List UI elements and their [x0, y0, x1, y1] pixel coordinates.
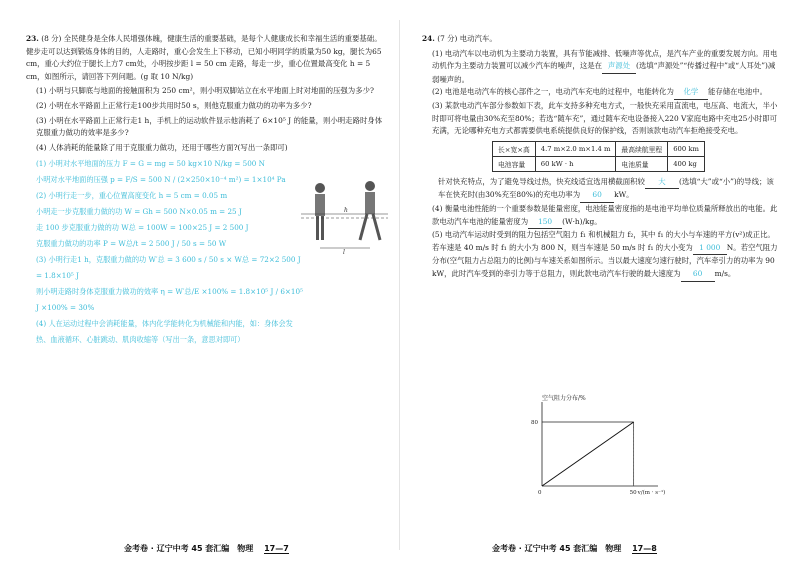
- answer-line: 克服重力做功的功率 P = W总/t = 2 500 J / 50 s = 50 W: [36, 239, 227, 249]
- part-1: (1) 电动汽车以电动机为主要动力装置，具有节能减排、低噪声等优点，是汽车产业的重要发展方向。用电动机作为主要动力装置可以减少汽车的噪声，这是在 声源处 (选填“声源处”“传播过程中”或“人耳处”)减弱噪声的。: [432, 48, 778, 84]
- footer-right: [492, 543, 657, 554]
- label-l: l: [343, 249, 345, 254]
- part-2: (2) 电池是电动汽车的核心部件之一，电动汽车充电的过程中，电能转化为 化学 能存储在电池中。: [422, 86, 778, 100]
- sub-question-4: (4) 人体消耗的能量除了用于克服重力做功，还用于哪些方面?(写出一条即可): [36, 142, 288, 152]
- table-cell: 电池容量: [493, 156, 536, 171]
- answer-line: 则小明走路时身体克服重力做功的效率 η = W′总/E ×100% = 1.8×10⁵ J / 6×10⁵ J ×100% = 30%: [36, 287, 303, 313]
- table-cell: 最高续航里程: [616, 141, 668, 156]
- question-stem: (7 分) 电动汽车。: [437, 34, 497, 43]
- parameter-table: [492, 141, 705, 172]
- footer-book-title: 金考卷 · 辽宁中考 45 套汇编 物理: [492, 544, 622, 553]
- air-resistance-chart: [520, 392, 680, 502]
- answer-line: 小明走一步克服重力做的功 W = Gh = 500 N×0.05 m = 25 J: [36, 207, 242, 217]
- x-axis-label: v/(m · s⁻¹): [637, 490, 666, 496]
- chart-title: 空气阻力分布/%: [542, 395, 586, 402]
- answer-line: 走 100 步克服重力做的功 W总 = 100W = 100×25 J = 2 500 J: [36, 223, 249, 233]
- footer-left: [124, 543, 289, 554]
- page-number: 17—8: [632, 544, 657, 553]
- answer-blank: 60: [580, 189, 614, 203]
- answer-blank: 大: [645, 176, 679, 190]
- table-row: [493, 156, 705, 171]
- table-cell: 电池质量: [616, 156, 668, 171]
- answer-blank: 声源处: [602, 60, 636, 74]
- sub-question-1: (1) 小明与只脚底与地面的接触面积为 250 cm²，则小明双脚站立在水平地面上时对地面的压强为多少?: [36, 86, 374, 96]
- table-cell: 60 kW · h: [535, 156, 616, 171]
- answer-blank: 1 000: [693, 242, 727, 256]
- footer-book-title: 金考卷 · 辽宁中考 45 套汇编 物理: [124, 544, 254, 553]
- part-4: (4) 衡量电池性能的一个重要参数是能量密度，电池能量密度指的是电池平均单位质量所释放出的电能。此款电动汽车电池的能量密度为 150 (W·h)/kg。: [422, 203, 778, 229]
- sub-question-2: (2) 小明在水平路面上正常行走100步共用时50 s，则他克服重力做功的功率为多少?: [36, 100, 312, 110]
- series-line: [542, 422, 634, 486]
- question-number: 23.: [26, 34, 39, 43]
- question-24: [422, 33, 778, 46]
- question-23: [26, 33, 386, 83]
- answer-line: 小明对水平地面的压强 p = F/S = 500 N / (2×250×10⁻⁴ m²) = 1×10⁴ Pa: [36, 175, 286, 185]
- table-row: [493, 141, 705, 156]
- answer-line: (1) 小明对水平地面的压力 F = G = mg = 50 kg×10 N/kg = 500 N: [36, 159, 265, 169]
- table-cell: 长×宽×高: [493, 141, 536, 156]
- answer-line: (2) 小明行走一步，重心位置高度变化 h = 5 cm = 0.05 m: [36, 191, 228, 201]
- question-number: 24.: [422, 34, 435, 43]
- answer-blank: 化学: [674, 86, 708, 100]
- y-tick-label: 80: [531, 420, 538, 426]
- sub-question-3: (3) 小明在水平路面上正常行走1 h，手机上的运动软件显示他消耗了 6×10⁵ J 的能量，则小明走路时身体克服重力做功的效率是多少?: [36, 115, 383, 138]
- part-5: (5) 电动汽车运动时受到的阻力包括空气阻力 f₁ 和机械阻力 f₂，其中 f₁ 的大小与车速的平方(v²)成正比。若车速是 40 m/s 时 f₁ 的大小为 800 N，则当车速是 50 m/s 时 f₁ 的大小变为 1 000 N。若空气阻力分布(空气阻力占总阻力的比例)与车速关系如图所示。当以最大速度匀速行驶时，汽车牵引力的功率为 90 kW，此时汽车受到的牵引力等于总阻力，则此款电动汽车行驶的最大速度为 60 m/s。: [422, 229, 778, 281]
- walking-person-figure: [296, 178, 392, 254]
- answer-line: (3) 小明行走1 h，克服重力做的功 W′总 = 3 600 s / 50 s × W总 = 72×2 500 J = 1.8×10⁵ J: [36, 255, 301, 281]
- answer-line: (4) 人在运动过程中会消耗能量，体内化学能转化为机械能和内能，如：身体会发热、血液循环、心脏跳动、肌肉收缩等（写出一条，意思对即可）: [36, 319, 293, 345]
- x-tick-label: 50: [629, 490, 637, 496]
- x-tick-label: 0: [538, 490, 542, 496]
- answer-blank: 150: [528, 216, 562, 230]
- label-h: h: [344, 207, 348, 214]
- part-3: (3) 某款电动汽车部分参数如下表，此车支持多种充电方式，一般快充采用直流电，电压高、电流大，半小时即可将电量由30%充至80%；若选“随车充”，通过随车充电设备接入220 V家庭电路中充电25小时即可充满，无论哪种充电方式都需要供电系统提供良好的保护线，否则该款电动汽车拒绝接受充电。: [432, 100, 778, 136]
- part-3-blanks: 针对快充特点，为了避免导线过热，快充线适宜选用横截面积较 大 (选填“大”或“小”)的导线；该车在快充时(由30%充至80%)的充电功率为 60 kW。: [422, 176, 778, 203]
- table-cell: 4.7 m×2.0 m×1.4 m: [535, 141, 616, 156]
- table-cell: 400 kg: [668, 156, 705, 171]
- answer-blank: 60: [681, 268, 715, 282]
- table-cell: 600 km: [668, 141, 705, 156]
- answer-block: [36, 156, 304, 348]
- question-stem: (8 分) 全民健身是全体人民增强体魄，健康生活的重要基础，是每个人健康成长和幸福生活的重要基础。健步走可以达到锻炼身体的目的，人走路时，重心会发生上下移动，已知小明同学的质量为50 kg，腿长为65 cm，重心大约位于腿长上方7 cm处，小明按步距 l = 50 cm 走路，每走一步，重心位置最高变化 h = 5 cm，如图所示，请回答下列问题。(g 取 10 N/kg): [26, 34, 382, 81]
- page-number: 17—7: [264, 544, 289, 553]
